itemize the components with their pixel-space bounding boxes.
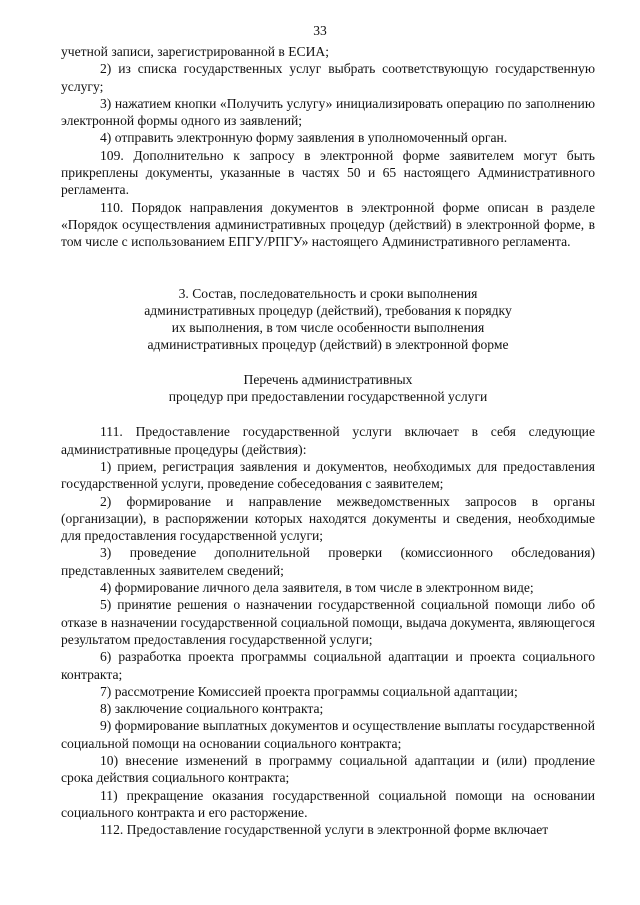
list-item: 10) внесение изменений в программу социальной адаптации и (или) продление срока действия социального контракта; <box>61 752 595 786</box>
subheading <box>61 371 595 406</box>
list-item: 5) принятие решения о назначении государственной социальной помощи либо об отказе в назначении государственной социальной помощи, выдача документа, являющегося результатом предоставления государственной услуги; <box>61 597 595 647</box>
section-heading-line: 3. Состав, последовательность и сроки выполнения <box>178 285 478 301</box>
section-heading-line: административных процедур (действий), требования к порядку <box>144 302 512 318</box>
subheading-line: Перечень административных <box>243 371 413 387</box>
paragraph-112: 112. Предоставление государственной услуги в электронной форме включает <box>100 822 549 838</box>
document-body <box>61 43 595 838</box>
list-item: 3) проведение дополнительной проверки (комиссионного обследования) представленных заявителем сведений; <box>61 545 595 578</box>
paragraph-109: 109. Дополнительно к запросу в электронной форме заявителем могут быть прикреплены документы, указанные в частях 50 и 65 настоящего Административного регламента. <box>61 147 595 198</box>
section-heading <box>61 285 595 354</box>
paragraph-110: 110. Порядок направления документов в электронной форме описан в разделе «Порядок осуществления административных процедур (действий) в электронной форме, в том числе с использованием ЕПГУ/РПГУ» настоящего Административного регламента. <box>61 199 595 250</box>
list-item: 8) заключение социального контракта; <box>100 701 324 717</box>
paragraph-esia-account: учетной записи, зарегистрированной в ЕСИА; <box>61 44 330 59</box>
paragraph-111: 111. Предоставление государственной услуги включает в себя следующие административные процедуры (действия): <box>61 424 595 457</box>
list-item: 11) прекращение оказания государственной социальной помощи на основании социального контракта и его расторжение. <box>61 787 595 820</box>
list-item: 6) разработка проекта программы социальной адаптации и проекта социального контракта; <box>61 649 595 682</box>
paragraph-get-service-button: 3) нажатием кнопки «Получить услугу» инициализировать операцию по заполнению электронной формы одного из заявлений; <box>61 95 595 129</box>
list-item: 2) формирование и направление межведомственных запросов в органы (организации), в распоряжении которых находятся документы и сведения, необходимые для предоставления государственной услуги; <box>61 493 595 544</box>
subheading-line: процедур при предоставлении государственной услуги <box>168 389 488 405</box>
list-item: 1) прием, регистрация заявления и документов, необходимых для предоставления государственной услуги, проведение собеседования с заявителем; <box>61 458 595 492</box>
section-heading-line: их выполнения, в том числе особенности выполнения <box>171 320 485 336</box>
page-number: 33 <box>313 23 327 38</box>
paragraph-select-service: 2) из списка государственных услуг выбрать соответствующую государственную услугу; <box>61 61 595 94</box>
section-heading-line: административных процедур (действий) в электронной форме <box>147 337 509 353</box>
paragraph-send-form: 4) отправить электронную форму заявления в уполномоченный орган. <box>100 130 508 146</box>
list-item: 9) формирование выплатных документов и осуществление выплаты государственной социальной помощи на основании социального контракта; <box>61 718 595 751</box>
list-item: 7) рассмотрение Комиссией проекта программы социальной адаптации; <box>100 683 518 699</box>
list-item: 4) формирование личного дела заявителя, в том числе в электронном виде; <box>100 580 534 596</box>
